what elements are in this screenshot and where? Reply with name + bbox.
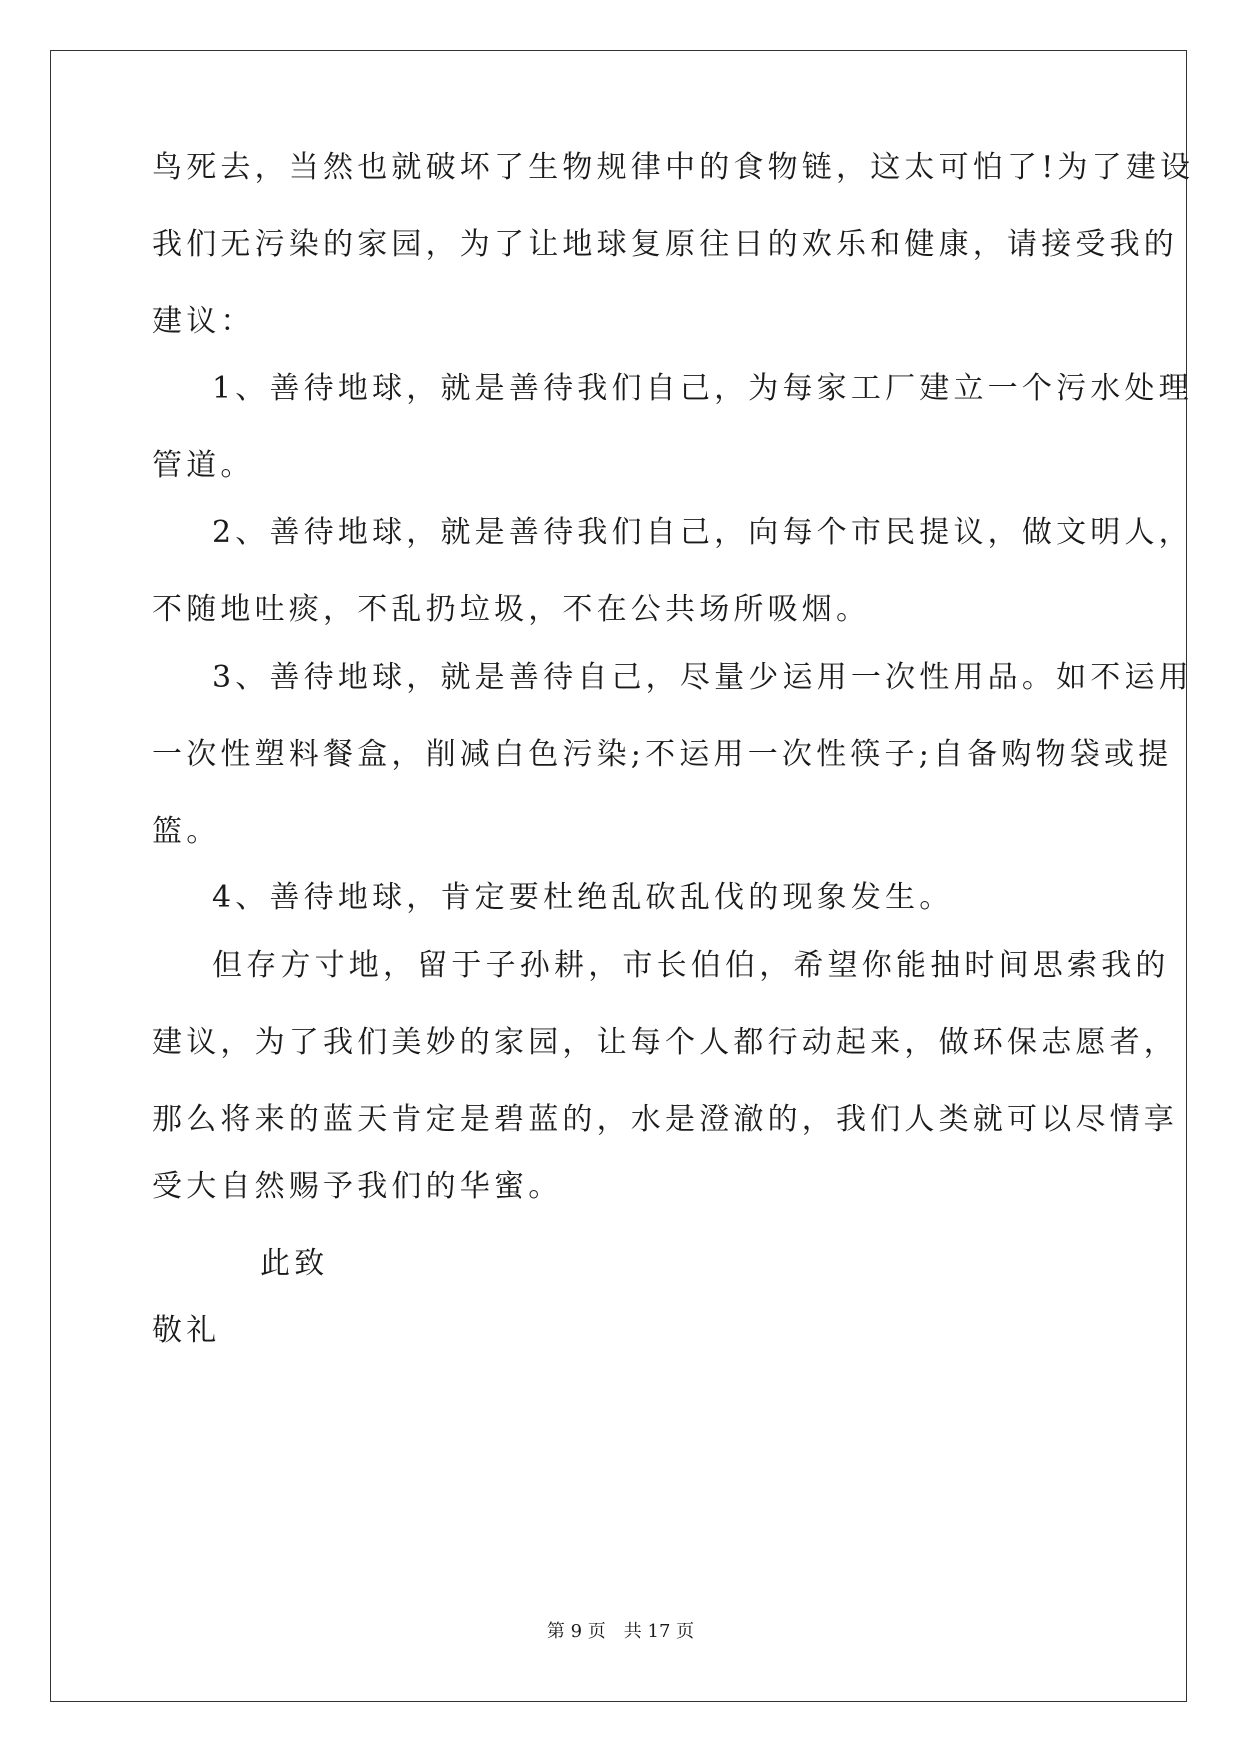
conclusion-line-4: 受大自然赐予我们的华蜜。 [152, 1169, 563, 1204]
suggestion-2-line-1: 2、善待地球，就是善待我们自己，向每个市民提议，做文明人， [212, 515, 1193, 550]
suggestion-4-line-1: 4、善待地球，肯定要杜绝乱砍乱伐的现象发生。 [212, 880, 954, 915]
conclusion-line-1: 但存方寸地，留于子孙耕，市长伯伯，希望你能抽时间思索我的 [212, 948, 1170, 983]
body-line-1: 鸟死去，当然也就破坏了生物规律中的食物链，这太可怕了!为了建设 [152, 150, 1195, 185]
page-number-footer: 第 9 页 共 17 页 [546, 1621, 695, 1642]
suggestion-1-line-2: 管道。 [152, 448, 255, 483]
conclusion-line-2: 建议，为了我们美妙的家园，让每个人都行动起来，做环保志愿者， [152, 1025, 1178, 1060]
page-border [50, 50, 1187, 1702]
suggestion-3-line-2: 一次性塑料餐盒，削减白色污染;不运用一次性筷子;自备购物袋或提 [152, 737, 1173, 772]
suggestion-2-line-2: 不随地吐痰，不乱扔垃圾，不在公共场所吸烟。 [152, 592, 871, 627]
suggestion-3-line-3: 篮。 [152, 814, 221, 849]
closing-salutation: 此致 [260, 1246, 329, 1281]
closing-regards: 敬礼 [152, 1313, 221, 1348]
body-line-2: 我们无污染的家园，为了让地球复原往日的欢乐和健康，请接受我的 [152, 227, 1178, 262]
suggestion-3-line-1: 3、善待地球，就是善待自己，尽量少运用一次性用品。如不运用 [212, 660, 1193, 695]
body-line-3: 建议： [152, 304, 255, 339]
suggestion-1-line-1: 1、善待地球，就是善待我们自己，为每家工厂建立一个污水处理 [212, 371, 1193, 406]
conclusion-line-3: 那么将来的蓝天肯定是碧蓝的，水是澄澈的，我们人类就可以尽情享 [152, 1102, 1178, 1137]
